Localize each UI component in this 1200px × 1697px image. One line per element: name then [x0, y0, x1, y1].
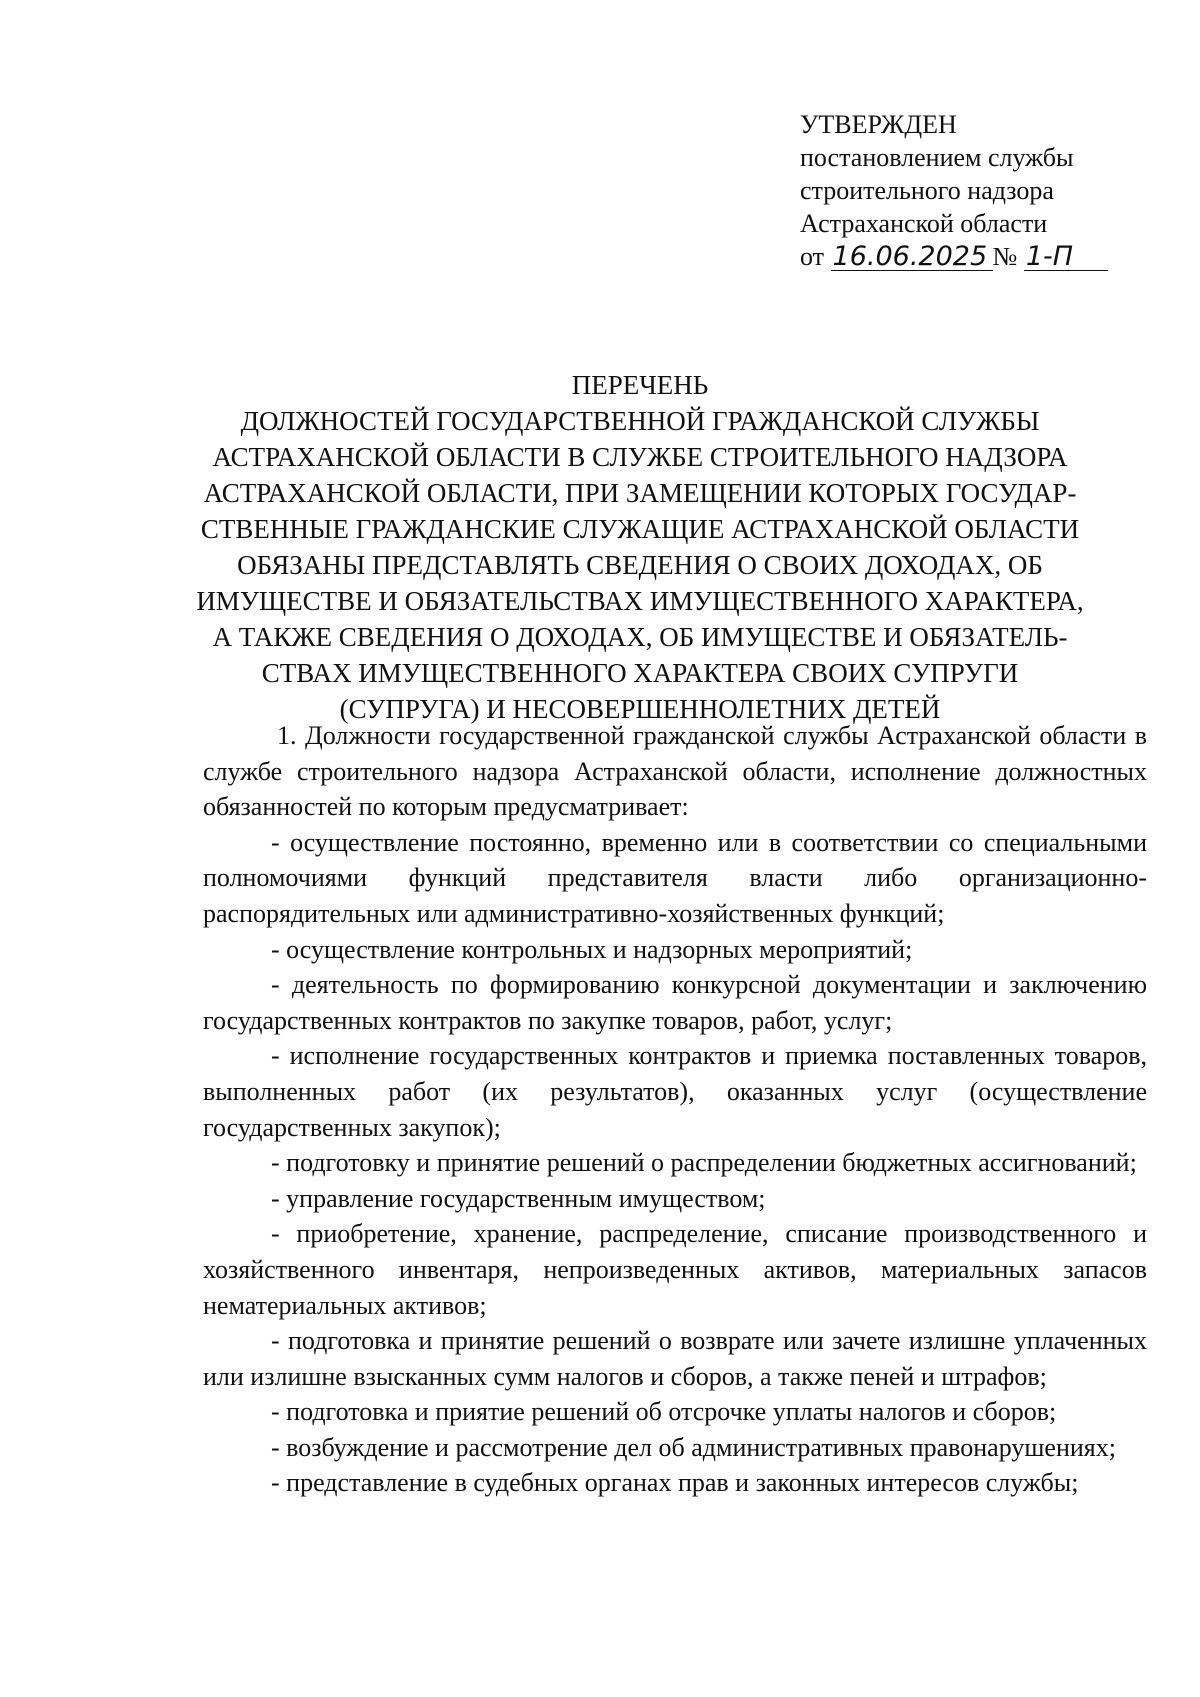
list-item: - возбуждение и рассмотрение дел об административных правонарушениях;: [271, 1432, 1116, 1462]
date-prefix: от: [800, 242, 825, 271]
list-item: - осуществление постоянно, временно или в соответствии со специальными полномочиями функций представителя власти либо организационно-распорядительных или административно-хозяйственных функций;: [203, 827, 1147, 928]
list-item: - исполнение государственных контрактов и приемка поставленных товаров, выполненных работ (их результатов), оказанных услуг (осуществление государственных закупок);: [203, 1041, 1147, 1142]
approval-heading: УТВЕРЖДЕН: [800, 110, 957, 139]
title-line-1: ПЕРЕЧЕНЬ: [571, 370, 709, 400]
number-prefix: №: [992, 242, 1018, 271]
approval-line-3: Астраханской области: [800, 209, 1048, 238]
handwritten-number: 1-П: [1024, 244, 1108, 271]
title-line-7: ИМУЩЕСТВЕ И ОБЯЗАТЕЛЬСТВАХ ИМУЩЕСТВЕННОГО ХАРАКТЕРА,: [196, 586, 1084, 616]
list-item: - представление в судебных органах прав и законных интересов службы;: [271, 1468, 1079, 1498]
title-line-2: ДОЛЖНОСТЕЙ ГОСУДАРСТВЕННОЙ ГРАЖДАНСКОЙ СЛУЖБЫ: [240, 406, 1040, 436]
list-item: - управление государственным имуществом;: [271, 1183, 766, 1213]
title-line-10: (СУПРУГА) И НЕСОВЕРШЕННОЛЕТНИХ ДЕТЕЙ: [339, 694, 941, 724]
title-line-5: СТВЕННЫЕ ГРАЖДАНСКИЕ СЛУЖАЩИЕ АСТРАХАНСКОЙ ОБЛАСТИ: [200, 514, 1080, 544]
document-title: [140, 367, 1140, 727]
title-line-9: СТВАХ ИМУЩЕСТВЕННОГО ХАРАКТЕРА СВОИХ СУПРУГИ: [261, 658, 1019, 688]
list-item: - подготовка и принятие решений о возврате или зачете излишне уплаченных или излишне взысканных сумм налогов и сборов, а также пеней и штрафов;: [203, 1326, 1147, 1391]
title-line-8: А ТАКЖЕ СВЕДЕНИЯ О ДОХОДАХ, ОБ ИМУЩЕСТВЕ И ОБЯЗАТЕЛЬ-: [212, 622, 1068, 652]
approval-line-1: постановлением службы: [800, 143, 1074, 172]
title-line-3: АСТРАХАНСКОЙ ОБЛАСТИ В СЛУЖБЕ СТРОИТЕЛЬНОГО НАДЗОРА: [212, 442, 1068, 472]
list-item: - подготовку и принятие решений о распределении бюджетных ассигнований;: [271, 1148, 1137, 1178]
handwritten-date: 16.06.2025: [831, 244, 993, 271]
approval-date-line: [800, 240, 1160, 273]
list-item: - деятельность по формированию конкурсной документации и заключению государственных контрактов по закупке товаров, работ, услуг;: [203, 970, 1147, 1035]
list-item: - подготовка и приятие решений об отсрочке уплаты налогов и сборов;: [271, 1397, 1057, 1427]
list-item: - приобретение, хранение, распределение, списание производственного и хозяйственного инвентаря, непроизведенных активов, материальных запасов нематериальных активов;: [203, 1219, 1147, 1320]
approval-block: [800, 108, 1160, 273]
document-body: [203, 718, 1147, 1501]
title-line-6: ОБЯЗАНЫ ПРЕДСТАВЛЯТЬ СВЕДЕНИЯ О СВОИХ ДОХОДАХ, ОБ: [237, 550, 1043, 580]
list-item: - осуществление контрольных и надзорных мероприятий;: [271, 934, 913, 964]
intro-paragraph: 1. Должности государственной гражданской службы Астраханской области в службе строительного надзора Астраханской области, исполнение должностных обязанностей по которым предусматривает:: [203, 721, 1147, 822]
title-line-4: АСТРАХАНСКОЙ ОБЛАСТИ, ПРИ ЗАМЕЩЕНИИ КОТОРЫХ ГОСУДАР-: [203, 478, 1077, 508]
approval-line-2: строительного надзора: [800, 176, 1054, 205]
